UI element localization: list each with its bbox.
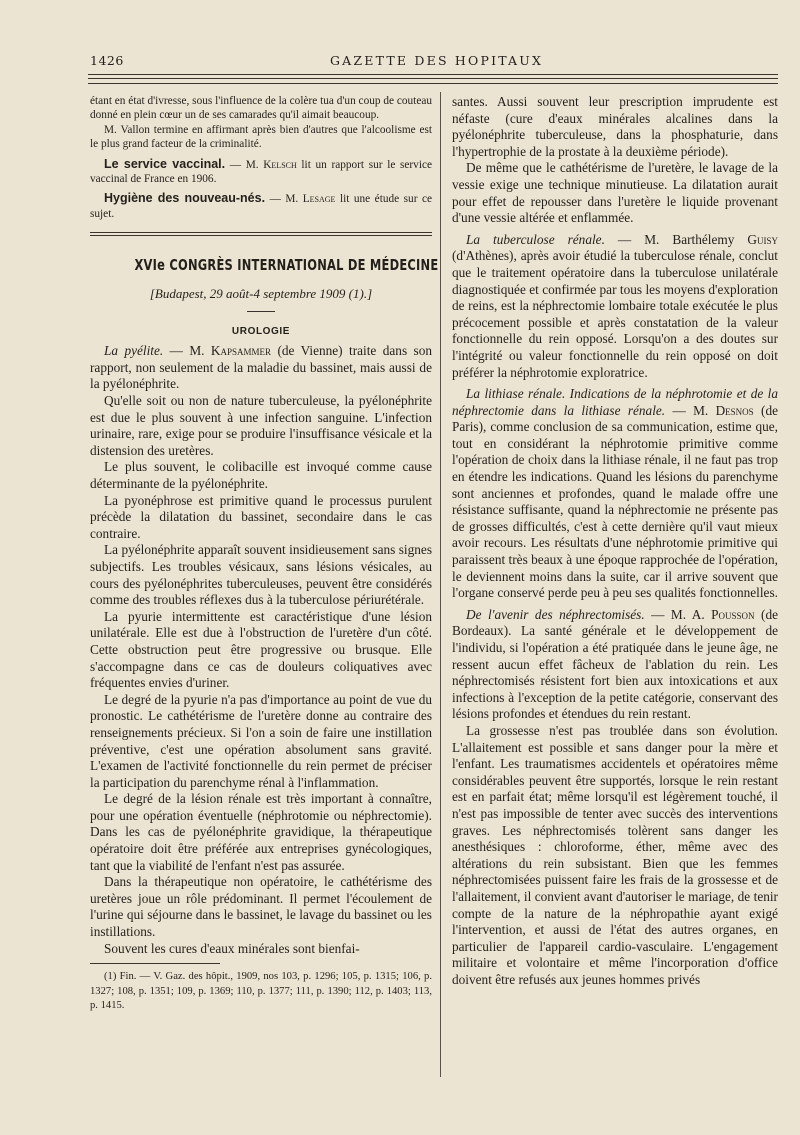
paragraph: M. Vallon termine en affirmant après bien d'autres que l'alcoolisme est le plus grand facteur de la criminalité.	[90, 123, 432, 151]
subsection-title: Hygiène des nouveau-nés.	[104, 191, 266, 206]
paragraph: La pyélite. — M. Kapsammer (de Vienne) traite dans son rapport, non seulement de la maladie du bassinet, mais aussi de la pyélonéphrite.	[90, 343, 433, 392]
paragraph: Le degré de la pyurie n'a pas d'importance au point de vue du pronostic. Le cathétérisme de l'uretère donne au contraire des renseignements précieux. Si l'on a soin de faire une instillation préventive, c'est une opération absolument sans gravité. L'examen de l'activité fonctionnelle du rein permet de préciser la participation du parenchyme rénal à l'inflammation.	[90, 691, 432, 790]
header-rule	[88, 74, 778, 75]
paragraph: La tuberculose rénale. — M. Barthélemy Guisy (d'Athènes), après avoir étudié la tuberculose rénale, conclut que le traitement opératoire dans la tuberculose unilatérale diagnostiquée et confirmée par tous les moyens d'exploration de reins, est la néphrectomie lombaire totale exécutée le plus précocement possible et après constatation de la valeur fonctionnelle du rein opposé. Lorsqu'on a des doutes sur l'intégrité ou valeur fonctionnelle du rein opposé on doit préférer la néphrotomie exploratrice.	[452, 231, 778, 380]
section-heading: UROLOGIE	[231, 326, 291, 338]
paragraph: étant en état d'ivresse, sous l'influence de la colère tua d'un coup de couteau donné en plein cœur un de ses camarades qu'il aimait beaucoup.	[90, 95, 432, 122]
paragraph: Le plus souvent, le colibacille est invoqué comme cause déterminante de la pyélonéphrite.	[90, 459, 432, 491]
short-rule	[247, 311, 275, 312]
author-name: Lesage	[302, 193, 336, 206]
author-name: Guisy	[747, 231, 778, 247]
subsection-title: De l'avenir des néphrectomisés.	[466, 606, 645, 622]
paragraph: Le service vaccinal. — M. Kelsch lit un rapport sur le service vaccinal de France en 1906.	[90, 156, 432, 186]
paragraph: Le degré de la lésion rénale est très important à connaître, pour une opération éventuelle (néphrotomie ou néphrectomie). Dans les cas de pyélonéphrite gravidique, la thérapeutique opératoire doit être préférée aux entreprises gynécologiques, tant que la viabilité de l'enfant n'est pas assurée.	[90, 791, 432, 873]
header-rule	[88, 83, 778, 84]
footnote	[90, 970, 432, 1013]
congress-place: [Budapest, 29 août-4 septembre 1909 (1).]	[149, 286, 373, 302]
subsection-title: La lithiase rénale. Indications de la néphrotomie et de la néphrectomie dans la lithiase rénale.	[452, 386, 778, 418]
paragraph: De l'avenir des néphrectomisés. — M. A. Pousson (de Bordeaux). La santé générale et le développement de l'individu, si l'opération a été pratiquée dans le jeune âge, ne ressent aucun effet fâcheux de l'ablation du rein. Les néphrectomisés résistent fort bien aux intoxications et aux infections à l'exception de la petite catégorie, conservant des lésions profondes et étendues du rein restant.	[452, 606, 778, 722]
left-column	[90, 94, 439, 1013]
paragraph: La pyélonéphrite apparaît souvent insidieusement sans signes subjectifs. Les troubles vésicaux, sans lésions vésicales, au cours des pyélonéphrites tuberculeuses, peuvent être considérés comme des troubles réflexes dus à la tuberculose périurétérale.	[90, 542, 432, 608]
footnote-text: (1) Fin. — V. Gaz. des hôpit., 1909, nos 103, p. 1296; 105, p. 1315; 106, p. 1327; 108, p. 1351; 109, p. 1369; 110, p. 1377; 111, p. 1390; 112, p. 1403; 113, p. 1415.	[90, 971, 432, 1012]
author-name: Kelsch	[263, 158, 297, 171]
paragraph: La grossesse n'est pas troublée dans son évolution. L'allaitement est possible et sans danger pour la mère et l'enfant. Les traumatismes accidentels et opératoires même considérables peuvent être supportés, lorsque le rein restant est en parfait état; même lorsqu'il est légèrement touché, il n'est pas impossible de tenter avec succès des interventions graves. Les néphrectomisés tolèrent sans danger les anesthésiques : chloroforme, éther, même avec des altérations du rein subsistant. Bien que les femmes néphrectomisées puissent faire les frais de la grossesse et de l'allaitement, il convient avant d'autoriser le mariage, de tenir compte de la nature de la néphropathie ayant exigé l'intervention, et aussi de l'état des autres organes, en particulier de l'appareil cardio-vasculaire. L'engagement militaire et volontaire et même l'incorporation d'office doivent être refusés aux jeunes hommes privés	[452, 722, 778, 987]
section-rule	[90, 232, 432, 236]
header-rule	[88, 78, 778, 79]
paragraph: Dans la thérapeutique non opératoire, le cathétérisme des uretères joue un rôle prédominant. Il permet l'écoulement de l'urine qui séjourne dans le bassinet, le lavage du bassinet ou les instillations.	[90, 874, 432, 940]
author-name: Desnos	[715, 402, 754, 418]
journal-title: GAZETTE DES HOPITAUX	[330, 53, 544, 68]
paragraph: La pyonéphrose est primitive quand le processus purulent précède la dilatation du bassinet, secondaire dans le cas contraire.	[90, 492, 432, 541]
paragraph: La lithiase rénale. Indications de la néphrotomie et de la néphrectomie dans la lithiase rénale. — M. Desnos (de Paris), comme conclusion de sa communication, estime que, tout en considérant la néphrotomie primitive comme l'opération de choix dans la lithiase rénale, il ne faut pas trop en étendre les indications. Quand les lésions du parenchyme sont anciennes et profondes, quand le malade offre une résistance suffisante, quand la néphrectomie ne présente pas de grosses difficultés, c'est à cette dernière qu'il vaut mieux avoir recours. Les résultats d'une néphrotomie primitive qui paraissent très beaux à une époque rapprochée de l'opération, le deviennent moins dans la suite, car il arrive souvent que l'organe conservé perde peu à peu ses qualités fonctionnelles.	[452, 386, 778, 601]
paragraph: santes. Aussi souvent leur prescription imprudente est néfaste (cure d'eaux minérales alcalines dans la pyélonéphrite tuberculeuse, dans la phosphaturie, dans l'hypertrophie de la prostate à la deuxième période).	[452, 94, 778, 159]
page-number: 1426	[90, 53, 124, 68]
congress-title: XVIe CONGRÈS INTERNATIONAL DE MÉDECINE	[134, 256, 439, 275]
left-top-block	[90, 94, 432, 221]
subsection-title: La pyélite.	[104, 343, 164, 359]
footnote-rule	[90, 963, 220, 964]
paragraph: La pyurie intermittente est caractéristique d'une lésion unilatérale. Elle est due à l'obstruction de l'uretère d'un côté. Cette obstruction peut être progressive ou brusque. Elle s'accompagne dans ce cas de douleurs coliquatives avec fréquentes envies d'uriner.	[90, 608, 432, 691]
subsection-title: La tuberculose rénale.	[466, 231, 605, 247]
right-column	[452, 94, 778, 988]
paragraph: Hygiène des nouveau-nés. — M. Lesage lit une étude sur ce sujet.	[90, 191, 432, 220]
paragraph: De même que le cathétérisme de l'uretère, le lavage de la vessie exige une technique minutieuse. La dilatation aurait pour effet de repousser dans l'uretère le liquide provenant d'une vessie altérée et enflammée.	[452, 160, 778, 226]
paragraph: Qu'elle soit ou non de nature tuberculeuse, la pyélonéphrite est due le plus souvent à une infection sanguine. L'infection urinaire, rare, exige pour se produire l'insuffisance vésicale et la distension des uretères.	[90, 393, 432, 458]
paragraph: Souvent les cures d'eaux minérales sont bienfai-	[104, 940, 360, 956]
author-name: Kapsammer	[210, 343, 272, 359]
author-name: Pousson	[711, 606, 755, 622]
column-divider	[440, 92, 441, 1077]
subsection-title: Le service vaccinal.	[104, 156, 226, 171]
